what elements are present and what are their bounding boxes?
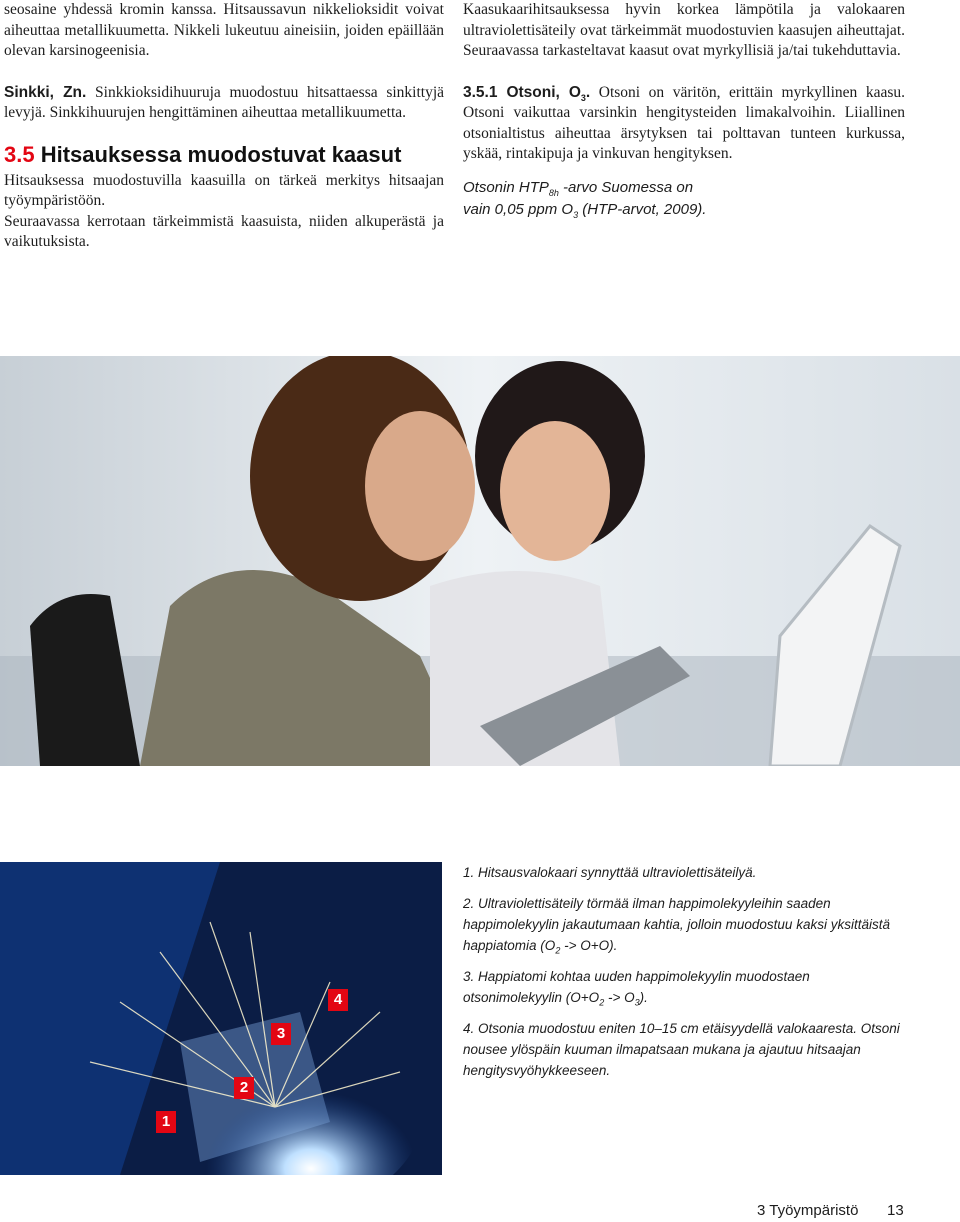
- welding-photo: [0, 862, 442, 1175]
- caption-item-3-b: -> O: [604, 990, 635, 1005]
- marker-3: 3: [271, 1023, 291, 1045]
- marker-4: 4: [328, 989, 348, 1011]
- note-part-a: Otsonin HTP: [463, 178, 549, 196]
- section-number: 3.5: [4, 141, 35, 167]
- caption-item-4: 4. Otsonia muodostuu eniten 10–15 cm etäisyydellä valokaaresta. Otsoni nousee ylöspäin kuuman ilmapatsaan mukana ja ajautuu hitsaajan hengitysvyöhykkeeseen.: [463, 1021, 900, 1078]
- ozone-label: [463, 84, 590, 101]
- caption-item-3-c: ).: [639, 990, 648, 1005]
- right-intro-paragraph: Kaasukaarihitsauksessa hyvin korkea lämpötila ja valokaaren ultraviolettisäteily ovat tärkeimmät muodostuvien kaasujen aiheuttajat. Seuraavassa tarkasteltavat kaasut ovat myrkyllisiä ja/tai tukehduttavia.: [463, 1, 905, 59]
- gases-paragraph-1: Hitsauksessa muodostuvilla kaasuilla on tärkeä merkitys hitsaajan työympäristöön.: [4, 171, 444, 209]
- caption-item-2: [463, 893, 908, 956]
- caption-item-2-sub: 2: [555, 945, 561, 956]
- right-column: [463, 0, 905, 221]
- left-column: [4, 0, 444, 253]
- caption-item-2-b: -> O+O).: [560, 938, 618, 953]
- marker-2: 2: [234, 1077, 254, 1099]
- welding-caption: [463, 862, 908, 1091]
- page-number: 13: [887, 1202, 904, 1219]
- footer-section: 3 Työympäristö: [757, 1202, 859, 1219]
- note-part-c: vain 0,05 ppm O: [463, 200, 574, 218]
- caption-item-3-sub2: 3: [634, 997, 640, 1008]
- ozone-label-sub: 3: [580, 92, 586, 103]
- section-heading: [4, 141, 444, 169]
- zinc-text: Sinkkioksidihuuruja muodostuu hitsattaessa sinkittyjä levyjä. Sinkkihuurujen hengittäminen aiheuttaa metallikuumetta.: [4, 83, 445, 121]
- note-part-d: (HTP-arvot, 2009).: [578, 200, 707, 218]
- caption-item-1: 1. Hitsausvalokaari synnyttää ultraviolettisäteilyä.: [463, 865, 757, 880]
- caption-item-3-sub1: 2: [599, 997, 605, 1008]
- note-part-b: -arvo Suomessa on: [558, 178, 694, 196]
- office-photo-illustration: [0, 356, 960, 766]
- ozone-paragraph: [463, 83, 905, 165]
- marker-1: 1: [156, 1111, 176, 1133]
- ozone-label-main: 3.5.1 Otsoni, O: [463, 83, 581, 101]
- ozone-text: Otsoni on väritön, erittäin myrkyllinen kaasu. Otsoni vaikuttaa varsinkin hengitysteiden limakalvoihin. Liiallinen otsonialtistus aiheuttaa ärsytyksen tai polttavan tunteen kurkussa, yskää, rintakipuja ja vinkuvan hengityksen.: [463, 83, 905, 162]
- section-title: Hitsauksessa muodostuvat kaasut: [34, 141, 402, 167]
- caption-item-3-a: 3. Happiatomi kohtaa uuden happimolekyylin muodostaen otsonimolekyylin (O+O: [463, 969, 810, 1005]
- note-sub-a: 8h: [548, 187, 559, 198]
- left-intro-paragraph: seosaine yhdessä kromin kanssa. Hitsaussavun nikkelioksidit voivat aiheuttaa metallikuumetta. Nikkeli lukeutuu aineisiin, joiden epäillään olevan karsinogeenisia.: [4, 1, 444, 59]
- caption-item-2-a: 2. Ultraviolettisäteily törmää ilman happimolekyyleihin saaden happimolekyylin jakautumaan kahtia, jolloin muodostuu kaksi yksittäistä happiatomia (O: [463, 896, 890, 953]
- note-sub-c: 3: [573, 209, 579, 220]
- gases-paragraph-2: Seuraavassa kerrotaan tärkeimmistä kaasuista, niiden alkuperästä ja vaikutuksista.: [4, 212, 444, 250]
- zinc-paragraph: [4, 83, 444, 124]
- htp-note: [463, 177, 905, 221]
- welding-photo-illustration: [0, 862, 442, 1175]
- office-photo: [0, 356, 960, 766]
- ozone-label-end: .: [585, 83, 591, 101]
- zinc-label: Sinkki, Zn.: [4, 83, 87, 101]
- caption-item-3: [463, 966, 908, 1008]
